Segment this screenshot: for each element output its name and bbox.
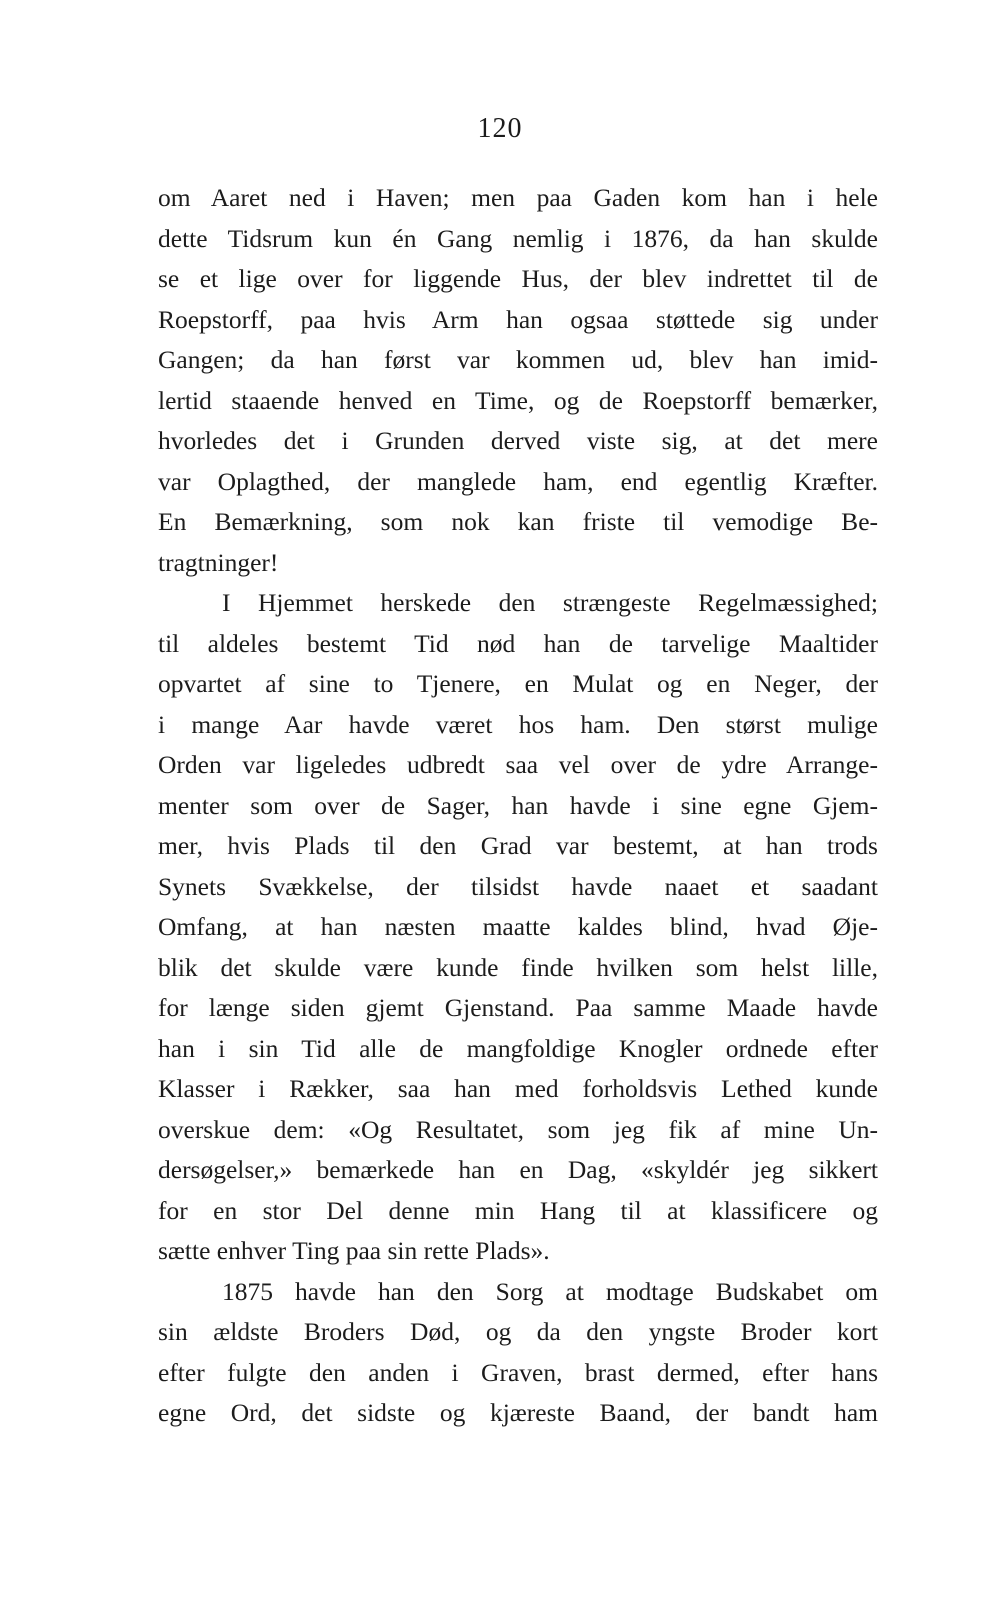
text-line: Gangen; da han først var kommen ud, blev han imid- (158, 345, 878, 374)
text-line: var Oplagthed, der manglede ham, end egentlig Kræfter. (158, 466, 878, 496)
text-line: dersøgelser,» bemærkede han en Dag, «skyldér jeg sikkert (158, 1155, 878, 1184)
text-line: til aldeles bestemt Tid nød han de tarvelige Maaltider (158, 628, 878, 658)
text-line: overskue dem: «Og Resultatet, som jeg fik af mine Un- (158, 1114, 878, 1144)
text-line: for en stor Del denne min Hang til at klassificere og (158, 1195, 878, 1225)
text-line: menter som over de Sager, han havde i sine egne Gjem- (158, 790, 878, 820)
body-text (158, 178, 878, 1434)
text-line: Roepstorff, paa hvis Arm han ogsaa støttede sig under (158, 304, 878, 334)
text-line: sin ældste Broders Død, og da den yngste Broder kort (158, 1317, 878, 1346)
text-line: han i sin Tid alle de mangfoldige Knogler ordnede efter (158, 1033, 878, 1063)
text-line: Synets Svækkelse, der tilsidst havde naaet et saadant (158, 871, 878, 901)
text-line: for længe siden gjemt Gjenstand. Paa samme Maade havde (158, 993, 878, 1022)
text-line: hvorledes det i Grunden derved viste sig, at det mere (158, 426, 878, 455)
text-line: efter fulgte den anden i Graven, brast dermed, efter hans (158, 1357, 878, 1387)
text-line: om Aaret ned i Haven; men paa Gaden kom han i hele (158, 183, 878, 212)
text-line: sætte enhver Ting paa sin rette Plads». (158, 1236, 550, 1265)
text-line: egne Ord, det sidste og kjæreste Baand, der bandt ham (158, 1398, 878, 1427)
text-line: lertid staaende henved en Time, og de Roepstorff bemærker, (158, 385, 878, 415)
text-line: mer, hvis Plads til den Grad var bestemt, at han trods (158, 831, 878, 860)
text-line: dette Tidsrum kun én Gang nemlig i 1876, da han skulde (158, 223, 878, 253)
text-line: se et lige over for liggende Hus, der blev indrettet til de (158, 264, 878, 293)
text-line: blik det skulde være kunde finde hvilken som helst lille, (158, 952, 878, 982)
text-line: tragtninger! (158, 547, 279, 577)
text-line: Klasser i Rækker, saa han med forholdsvis Lethed kunde (158, 1074, 878, 1103)
text-line: En Bemærkning, som nok kan friste til vemodige Be- (158, 507, 878, 536)
text-line: opvartet af sine to Tjenere, en Mulat og en Neger, der (158, 669, 878, 698)
text-line: 1875 havde han den Sorg at modtage Budskabet om (222, 1276, 878, 1306)
text-line: Omfang, at han næsten maatte kaldes blind, hvad Øje- (158, 912, 878, 941)
text-line: I Hjemmet herskede den strængeste Regelmæssighed; (222, 588, 878, 617)
text-line: Orden var ligeledes udbredt saa vel over de ydre Arrange- (158, 750, 878, 779)
page-number: 120 (477, 113, 523, 144)
text-line: i mange Aar havde været hos ham. Den størst mulige (158, 709, 878, 739)
